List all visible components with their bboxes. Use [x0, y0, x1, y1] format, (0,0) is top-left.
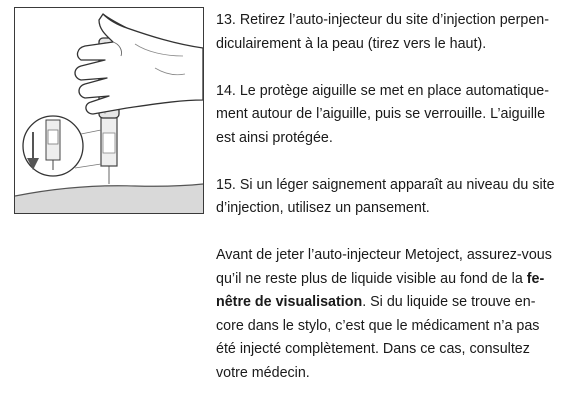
step-13-paragraph: [216, 9, 578, 56]
note-line-2: [216, 268, 578, 292]
step-15-line-1: 15. Si un léger saignement apparaît au niveau du site: [216, 176, 555, 193]
step-13-line-2: diculairement à la peau (tirez vers le haut).: [216, 35, 487, 52]
disposal-note-paragraph: [216, 244, 578, 385]
note-line-3: [216, 291, 578, 315]
note-line-5: été injecté complètement. Dans ce cas, consultez: [216, 341, 530, 357]
step-15-paragraph: [216, 174, 578, 221]
step-14-line-2: ment autour de l’aiguille, puis se verrouille. L’aiguille: [216, 106, 546, 122]
step-13-line-1: 13. Retirez l’auto-injecteur du site d’injection perpen-: [216, 12, 549, 28]
autoinjector-removal-drawing: [15, 8, 203, 213]
note-line-2-text: qu’il ne reste plus de liquide visible au fond de la: [216, 270, 527, 287]
note-line-4: core dans le stylo, c’est que le médicament n’a pas: [216, 317, 540, 334]
instructions-text: [216, 9, 578, 409]
step-14-paragraph: [216, 80, 578, 151]
note-line-6: votre médecin.: [216, 364, 310, 381]
note-line-1: Avant de jeter l’auto-injecteur Metoject, assurez-vous: [216, 247, 552, 263]
note-line-3-text: . Si du liquide se trouve en-: [362, 294, 536, 310]
injection-illustration: [14, 7, 204, 214]
step-14-line-1: 14. Le protège aiguille se met en place automatique-: [216, 82, 550, 99]
note-line-2-bold: fe-: [526, 270, 545, 287]
step-14-line-3: est ainsi protégée.: [216, 129, 333, 146]
note-line-3-bold: nêtre de visualisation: [216, 294, 363, 310]
step-15-line-2: d’injection, utilisez un pansement.: [216, 200, 430, 216]
